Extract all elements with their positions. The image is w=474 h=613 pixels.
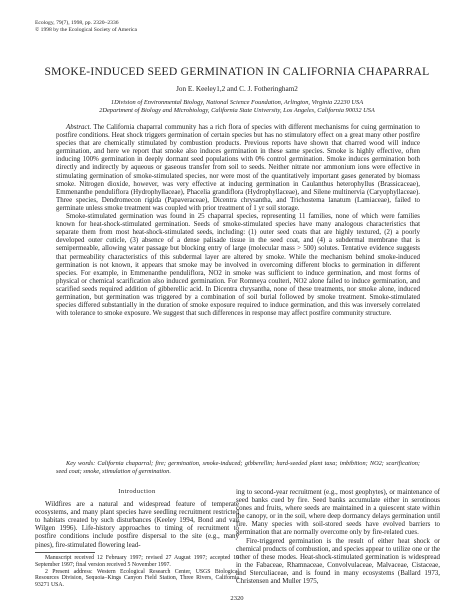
- footnote-address: 2 Present address: Western Ecological Research Center, USGS Biological Resources Division, Sequoia–Kings Canyon Field Station, Three Rivers, California 93271 USA.: [35, 568, 239, 589]
- abstract-text-1: The California chaparral community has a rich flora of species with different mechanisms for cuing germination to postfire conditions. Heat shock triggers germination of certain species but has no stimulatory effect on a great many other postfire species that are chemically stimulated by combustion products. Previous reports have shown that charred wood will induce germination, and here we report that smoke also induces germination in these same species. Smoke is highly effective, often inducing 100% germination in deeply dormant seed populations with 0% control germination. Smoke induces germination both directly and indirectly by aqueous or gaseous transfer from soil to seeds. Neither nitrate nor ammonium ions were effective in stimulating germination of smoke-stimulated species, nor were most of the quantitatively important gases generated by biomass smoke. Nitrogen dioxide, however, was very effective at inducing germination in Caulanthus heterophyllus (Brassicaceae), Emmenanthe penduliflora (Hydrophyllaceae), Phacelia grandiflora (Hydrophyllaceae), and Silene multinervia (Caryophyllaceae). Three species, Dendromecon rigida (Papaveraceae), Dicentra chrysantha, and Trichostema lanatum (Lamiaceae), failed to germinate unless smoke treatment was coupled with prior treatment of 1 yr soil storage.: [56, 123, 420, 212]
- footnote-manuscript: Manuscript received 12 February 1997; revised 27 August 1997; accepted 19 September 1997; final version received 5 November 1997.: [35, 555, 239, 568]
- abstract: [56, 123, 420, 317]
- affiliations: [0, 99, 474, 114]
- intro-right-column: [236, 488, 440, 585]
- footnotes: [35, 555, 239, 589]
- intro-paragraph-left: Wildfires are a natural and widespread feature of temperate ecosystems, and many plant species have seedling recruitment restricted to habitats created by such disturbances (Keeley 1994, Bond and van Wilgen 1996). Life-history approaches to timing of recruitment to postfire conditions include postfire dispersal to the site (e.g., many pines), fire-stimulated flowering lead-: [35, 500, 239, 549]
- paper-title: SMOKE-INDUCED SEED GERMINATION IN CALIFORNIA CHAPARRAL: [44, 65, 430, 78]
- abstract-paragraph-1: [56, 123, 420, 212]
- footnote-rule: [35, 552, 95, 553]
- intro-paragraph-right-1: ing to second-year recruitment (e.g., most geophytes), or maintenance of seed banks cued by fire. Seed banks accumulate either in serotinous cones and fruits, where seeds are maintained in a quiescent state within the canopy, or in the soil, where deep dormancy delays germination until fire. Many species with soil-stored seeds have evolved barriers to germination that are normally overcome only by fire-related cues.: [236, 488, 440, 537]
- abstract-label: Abstract.: [66, 123, 92, 131]
- section-heading-introduction: Introduction: [118, 488, 156, 495]
- journal-header: [35, 20, 137, 34]
- affiliation-2: 2Department of Biology and Microbiology, California State University, Los Angeles, California 90032 USA: [99, 106, 375, 114]
- page-number: 2320: [230, 595, 244, 602]
- abstract-paragraph-2: Smoke-stimulated germination was found in 25 chaparral species, representing 11 families, none of which were families known for heat-shock-stimulated germination. Seeds of smoke-stimulated species have many analogous characteristics that separate them from most heat-shock-stimulated seeds, including: (1) outer seed coats that are highly textured, (2) a poorly developed outer cuticle, (3) absence of a dense palisade tissue in the seed coat, and (4) a subdermal membrane that is semipermeable, allowing water passage but blocking entry of large (molecular mass > 500) solutes. Tentative evidence suggests that permeability characteristics of this subdermal layer are altered by smoke. While the mechanism behind smoke-induced germination is not known, it appears that smoke may be involved in overcoming different blocks to germination in different species. For example, in Emmenanthe penduliflora, NO2 in smoke was sufficient to induce germination, and most forms of physical or chemical scarification also induced germination. For Romneya coulteri, NO2 alone failed to induce germination, and scarified seeds required addition of gibberellic acid. In Dicentra chrysantha, none of these treatments, nor smoke alone, induced germination, but germination was triggered by a combination of soil burial followed by smoke treatment. Smoke-stimulated species differed substantially in the duration of smoke exposure required to induce germination, and this was inversely correlated with tolerance to smoke exposure. We suggest that such differences in response may affect postfire community structure.: [56, 212, 420, 318]
- journal-copyright: © 1998 by the Ecological Society of America: [35, 26, 137, 33]
- keywords: Key words: California chaparral; fire; germination, smoke-induced; gibberellin; hard-seeded plant taxa; imbibition; NO2; scarification; seed coat; smoke, stimulation of germination.: [56, 460, 420, 475]
- intro-left-column: [35, 488, 239, 549]
- intro-paragraph-right-2: Fire-triggered germination is the result of either heat shock or chemical products of combustion, and species appear to utilize one or the other of these modes. Heat-shock-stimulated germination is widespread in the Fabaceae, Rhamnaceae, Convolvulaceae, Malvaceae, Cistaceae, and Sterculiaceae, and is found in many ecosystems (Ballard 1973, Christensen and Muller 1975,: [236, 536, 440, 586]
- affiliation-1: 1Division of Environmental Biology, National Science Foundation, Arlington, Virginia 22230 USA: [110, 99, 364, 106]
- journal-citation: Ecology, 79(7), 1998, pp. 2320–2336: [35, 20, 119, 26]
- paper-authors: Jon E. Keeley1,2 and C. J. Fotheringham2: [176, 85, 298, 93]
